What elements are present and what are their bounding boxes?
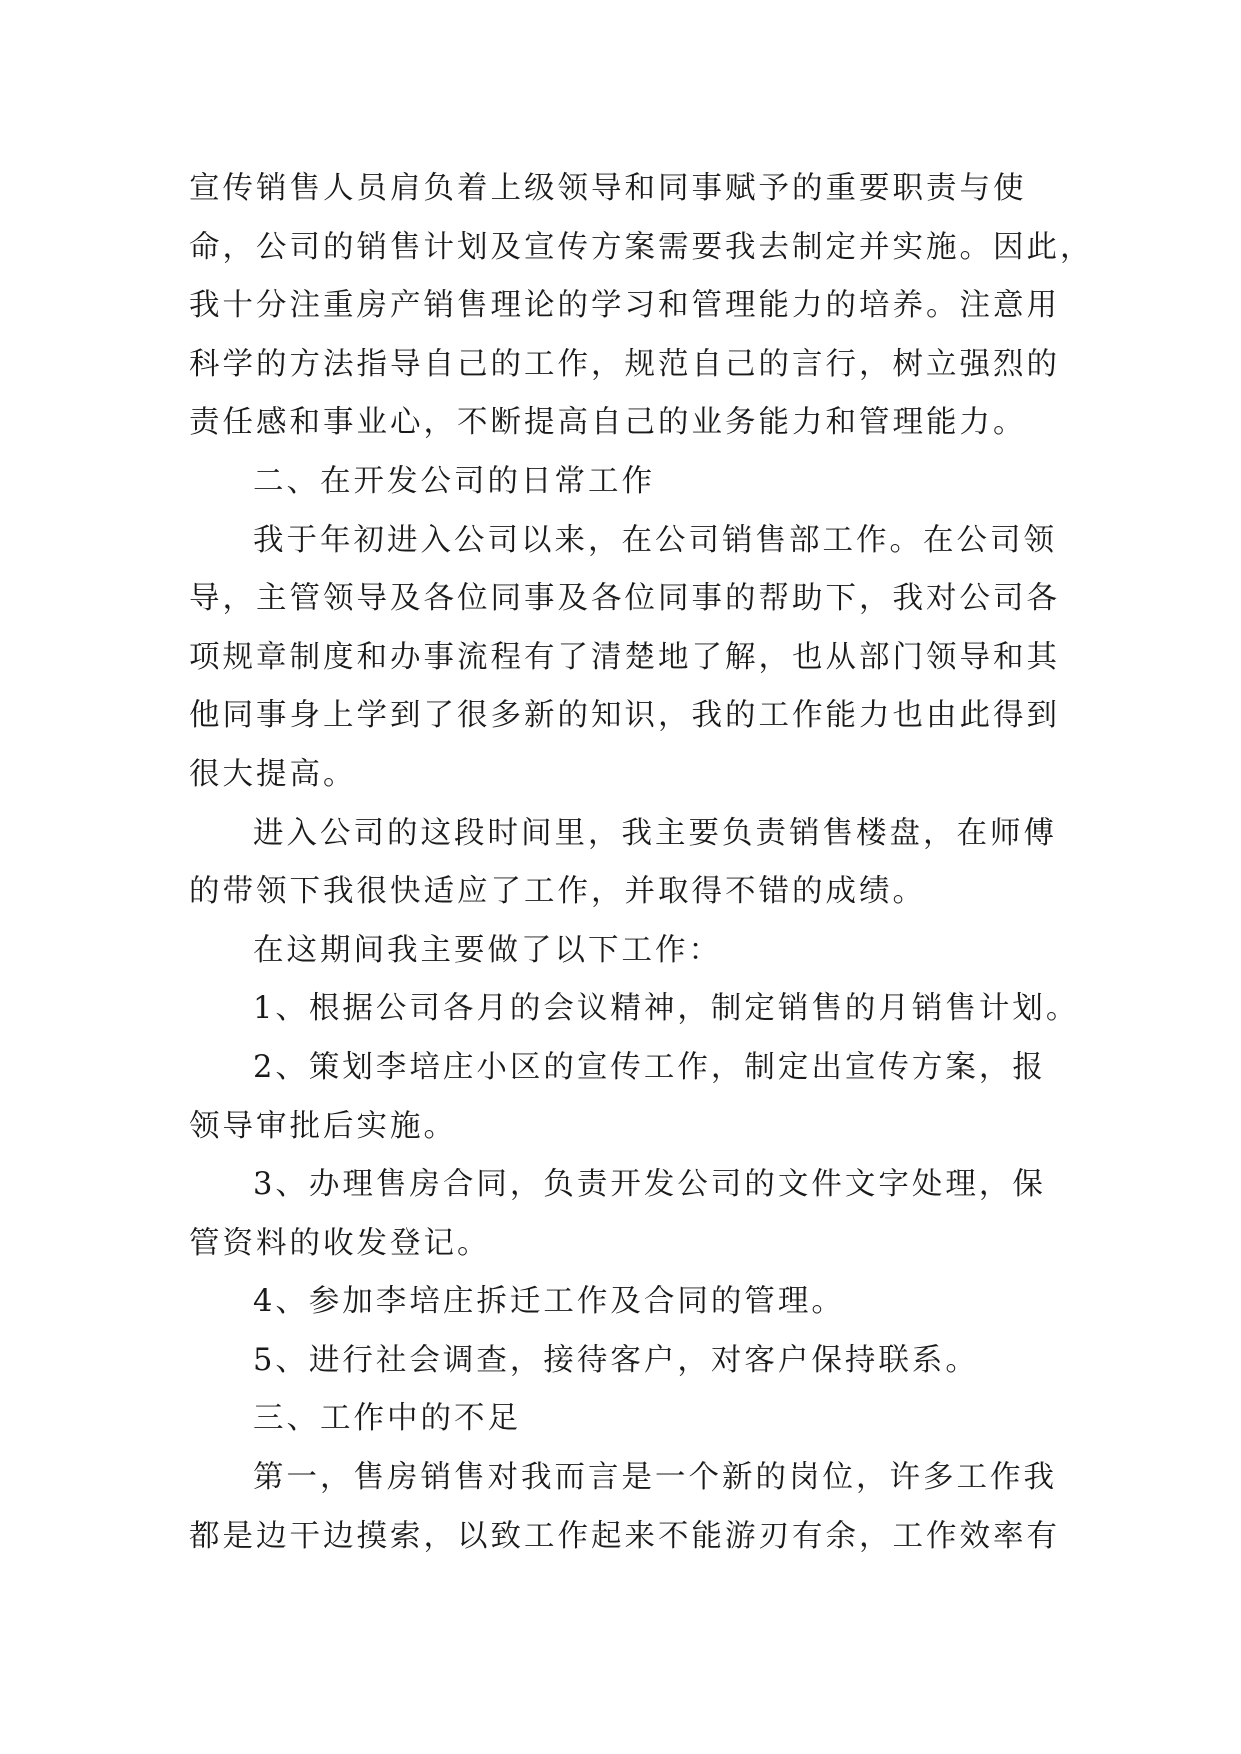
text-line: 科学的方法指导自己的工作，规范自己的言行，树立强烈的	[189, 346, 1060, 382]
text-line: 宣传销售人员肩负着上级领导和同事赋予的重要职责与使	[189, 171, 1027, 206]
text-line: 我十分注重房产销售理论的学习和管理能力的培养。注意用	[189, 288, 1060, 324]
text-line: 都是边干边摸索，以致工作起来不能游刃有余，工作效率有	[189, 1518, 1060, 1554]
text-line: 二、在开发公司的日常工作	[253, 463, 655, 499]
text-line: 导，主管领导及各位同事及各位同事的帮助下，我对公司各	[189, 581, 1060, 617]
text-line: 第一，售房销售对我而言是一个新的岗位，许多工作我	[253, 1460, 1057, 1496]
text-line: 进入公司的这段时间里，我主要负责销售楼盘，在师傅	[253, 815, 1057, 851]
text-line: 的带领下我很快适应了工作，并取得不错的成绩。	[189, 874, 926, 910]
text-line: 1、根据公司各月的会议精神，制定销售的月销售计划。	[253, 991, 1080, 1027]
text-line: 3、办理售房合同，负责开发公司的文件文字处理，保	[253, 1167, 1046, 1203]
text-line: 5、进行社会调查，接待客户，对客户保持联系。	[253, 1342, 979, 1378]
text-line: 命，公司的销售计划及宣传方案需要我去制定并实施。因此，	[189, 229, 1094, 265]
text-line: 他同事身上学到了很多新的知识，我的工作能力也由此得到	[189, 698, 1060, 734]
text-line: 责任感和事业心，不断提高自己的业务能力和管理能力。	[189, 405, 1027, 441]
text-line: 管资料的收发登记。	[189, 1225, 491, 1261]
text-line: 我于年初进入公司以来，在公司销售部工作。在公司领	[253, 522, 1057, 558]
text-line: 4、参加李培庄拆迁工作及合同的管理。	[253, 1284, 845, 1320]
text-line: 2、策划李培庄小区的宣传工作，制定出宣传方案，报	[253, 1049, 1046, 1085]
text-line: 在这期间我主要做了以下工作：	[253, 932, 722, 968]
text-line: 项规章制度和办事流程有了清楚地了解，也从部门领导和其	[189, 639, 1060, 675]
text-line: 三、工作中的不足	[253, 1401, 521, 1437]
text-line: 很大提高。	[189, 756, 357, 792]
document-body	[189, 160, 1094, 1566]
text-line: 领导审批后实施。	[189, 1108, 457, 1144]
